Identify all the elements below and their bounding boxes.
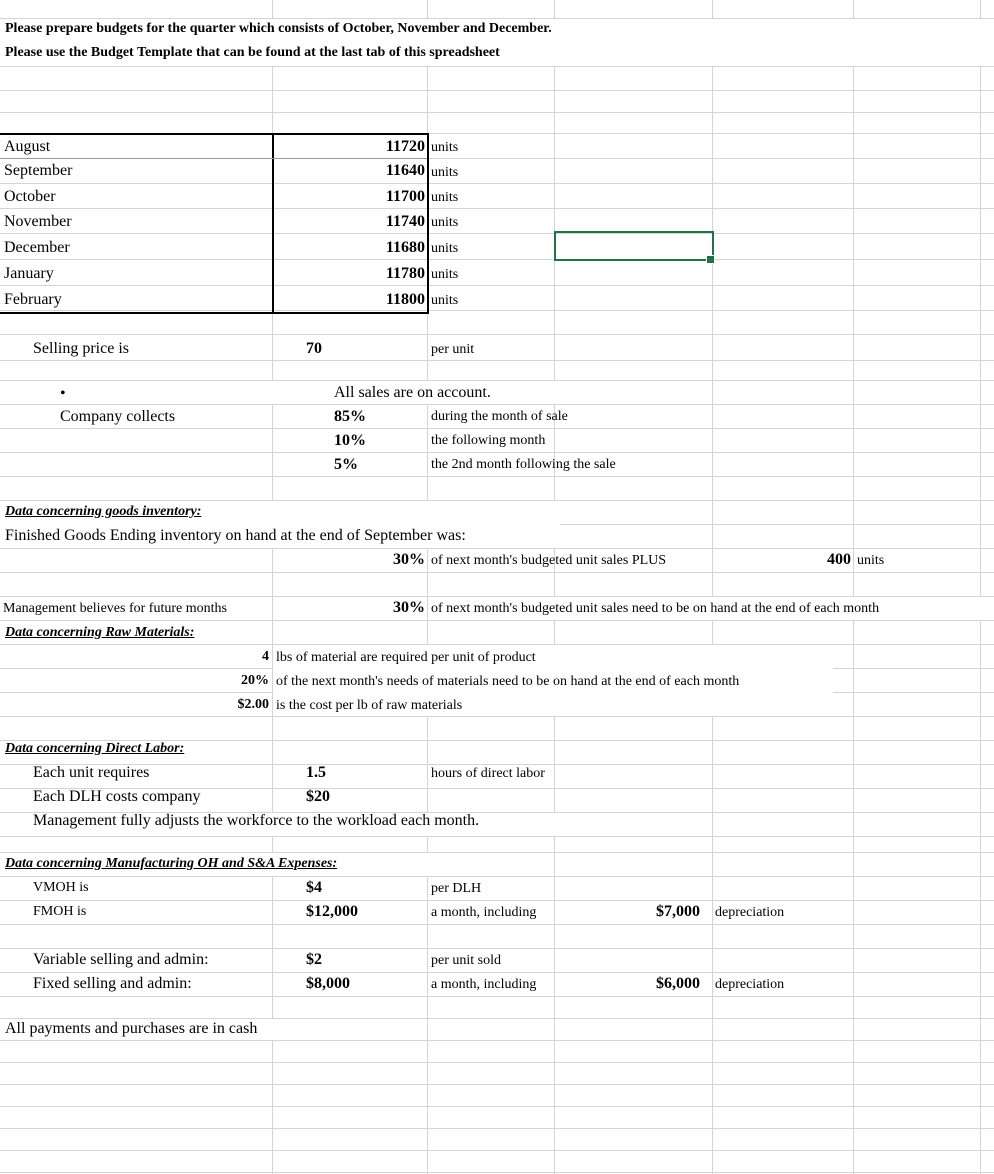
direct-labor-heading: Data concerning Direct Labor: bbox=[5, 741, 185, 756]
sales-month: February bbox=[4, 291, 62, 308]
bullet-icon: • bbox=[60, 385, 66, 402]
finished-goods-desc: of next month's budgeted unit sales PLUS bbox=[431, 553, 667, 568]
selling-price-unit: per unit bbox=[431, 342, 475, 357]
dlh-per-unit-desc: hours of direct labor bbox=[431, 766, 545, 781]
finished-goods-pct: 30% bbox=[393, 551, 425, 568]
raw-material-value: 20% bbox=[241, 673, 269, 688]
sales-month: October bbox=[4, 188, 56, 205]
sales-unit-label: units bbox=[431, 267, 459, 282]
raw-material-value: 4 bbox=[262, 649, 269, 664]
raw-material-value: $2.00 bbox=[237, 697, 269, 712]
collection-desc: the 2nd month following the sale bbox=[431, 457, 616, 472]
variable-sa-label: Variable selling and admin: bbox=[33, 951, 209, 968]
fmoh-desc: a month, including bbox=[431, 905, 537, 920]
variable-sa-desc: per unit sold bbox=[431, 953, 501, 968]
fsa-depreciation-value: $6,000 bbox=[656, 975, 700, 992]
sales-month: November bbox=[4, 213, 72, 230]
raw-material-desc: of the next month's needs of materials need to be on hand at the end of each month bbox=[276, 674, 740, 689]
sales-units: 11720 bbox=[385, 138, 425, 155]
sales-month: December bbox=[4, 239, 70, 256]
each-unit-requires-label: Each unit requires bbox=[33, 764, 150, 781]
vmoh-value: $4 bbox=[306, 879, 322, 896]
fmoh-depreciation-value: $7,000 bbox=[656, 903, 700, 920]
sales-units: 11740 bbox=[385, 213, 425, 230]
dlh-cost-label: Each DLH costs company bbox=[33, 788, 201, 805]
sales-on-account-note: All sales are on account. bbox=[334, 384, 491, 401]
fixed-sa-value: $8,000 bbox=[306, 975, 350, 992]
fill-handle[interactable] bbox=[706, 255, 715, 264]
management-future-desc: of next month's budgeted unit sales need to be on hand at the end of each month bbox=[431, 601, 880, 616]
selling-price-label: Selling price is bbox=[33, 340, 129, 357]
finished-goods-extra-value: 400 bbox=[827, 551, 851, 568]
collection-desc: the following month bbox=[431, 433, 546, 448]
selected-cell[interactable] bbox=[554, 231, 714, 261]
finished-goods-extra-unit: units bbox=[857, 553, 885, 568]
raw-material-desc: lbs of material are required per unit of product bbox=[276, 650, 536, 665]
fmoh-value: $12,000 bbox=[306, 903, 358, 920]
company-collects-label: Company collects bbox=[60, 408, 176, 425]
vmoh-label: VMOH is bbox=[33, 880, 89, 895]
intro-line-2: Please use the Budget Template that can be found at the last tab of this spreadsheet bbox=[5, 45, 500, 60]
collection-pct: 85% bbox=[334, 408, 366, 425]
raw-materials-heading: Data concerning Raw Materials: bbox=[5, 625, 195, 640]
sales-unit-label: units bbox=[431, 215, 459, 230]
sales-month: August bbox=[4, 138, 51, 155]
workforce-note: Management fully adjusts the workforce to the workload each month. bbox=[33, 812, 480, 829]
fixed-sa-desc: a month, including bbox=[431, 977, 537, 992]
management-future-label: Management believes for future months bbox=[3, 601, 227, 616]
selling-price-value: 70 bbox=[306, 340, 322, 357]
collection-pct: 5% bbox=[334, 456, 358, 473]
dlh-per-unit-value: 1.5 bbox=[306, 764, 326, 781]
sales-unit-label: units bbox=[431, 241, 459, 256]
dlh-cost-value: $20 bbox=[306, 788, 330, 805]
sales-unit-label: units bbox=[431, 190, 459, 205]
sales-unit-label: units bbox=[431, 165, 459, 180]
sales-unit-label: units bbox=[431, 293, 459, 308]
sales-units: 11700 bbox=[385, 188, 425, 205]
sales-unit-label: units bbox=[431, 140, 459, 155]
raw-material-desc: is the cost per lb of raw materials bbox=[276, 698, 463, 713]
payments-note: All payments and purchases are in cash bbox=[5, 1020, 258, 1037]
collection-desc: during the month of sale bbox=[431, 409, 568, 424]
overhead-heading: Data concerning Manufacturing OH and S&A Expenses: bbox=[5, 856, 338, 871]
fsa-depreciation-label: depreciation bbox=[715, 977, 785, 992]
fixed-sa-label: Fixed selling and admin: bbox=[33, 975, 192, 992]
vmoh-desc: per DLH bbox=[431, 881, 482, 896]
sales-units: 11640 bbox=[385, 162, 425, 179]
sales-units: 11800 bbox=[385, 291, 425, 308]
sales-units: 11680 bbox=[385, 239, 425, 256]
fmoh-depreciation-label: depreciation bbox=[715, 905, 785, 920]
sales-units: 11780 bbox=[385, 265, 425, 282]
sales-month: September bbox=[4, 162, 73, 179]
intro-line-1: Please prepare budgets for the quarter which consists of October, November and December. bbox=[5, 21, 552, 36]
sales-month: January bbox=[4, 265, 54, 282]
finished-goods-line: Finished Goods Ending inventory on hand at the end of September was: bbox=[5, 527, 466, 544]
goods-inventory-heading: Data concerning goods inventory: bbox=[5, 504, 202, 519]
collection-pct: 10% bbox=[334, 432, 366, 449]
fmoh-label: FMOH is bbox=[33, 904, 87, 919]
management-future-pct: 30% bbox=[393, 599, 425, 616]
variable-sa-value: $2 bbox=[306, 951, 322, 968]
